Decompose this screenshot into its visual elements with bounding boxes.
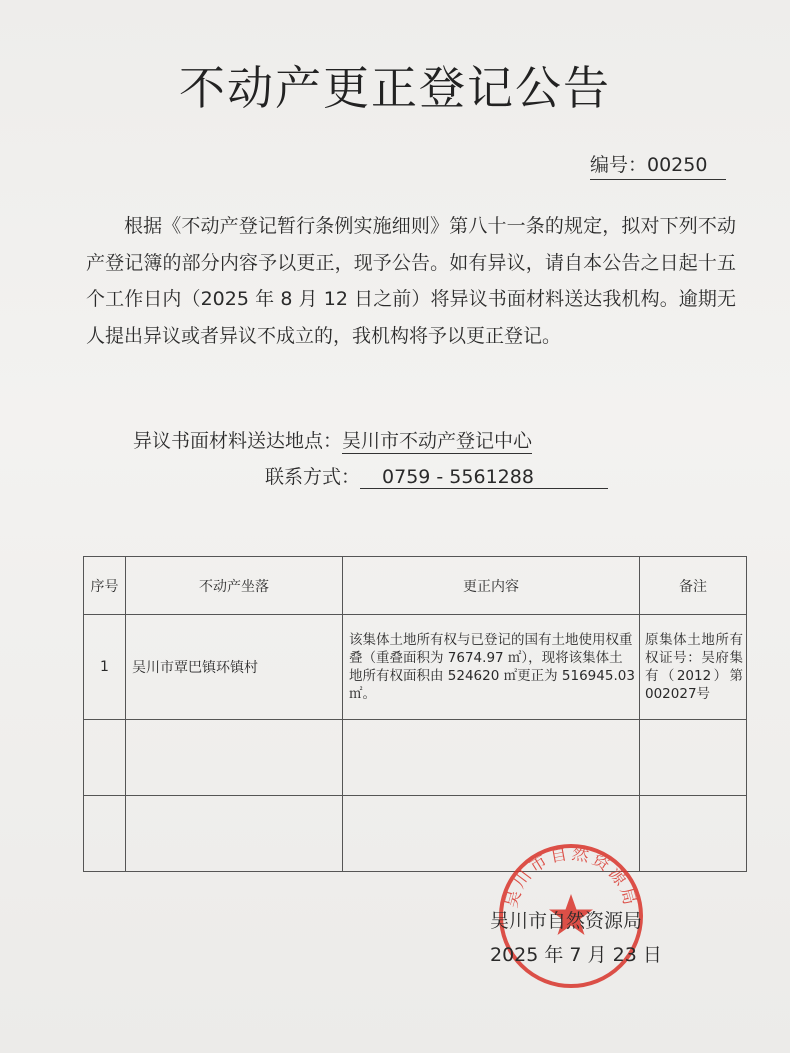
contact-line [265, 462, 608, 489]
address-line [133, 426, 532, 454]
document-title: 不动产更正登记公告 [179, 61, 611, 115]
table-header-row [84, 557, 747, 615]
row-no: 1 [84, 615, 126, 720]
table-row-empty [84, 720, 747, 796]
seal-text: 吴川市自然资源局 [501, 843, 641, 910]
contact-label: 联系方式： [265, 466, 361, 488]
table-row-empty [84, 796, 747, 872]
address-label: 异议书面材料送达地点： [133, 430, 343, 452]
correction-table [83, 556, 747, 872]
notice-paragraph: 根据《不动产登记暂行条例实施细则》第八十一条的规定，拟对下列不动产登记簿的部分内容予以更正，现予公告。如有异议，请自本公告之日起十五个工作日内（2025 年 8 月 12 日之前）将异议书面材料送达我机构。逾期无人提出异议或者异议不成立的，我机构将予以更正登记。 [86, 215, 736, 347]
header-note: 备注 [640, 557, 747, 615]
row-content: 该集体土地所有权与已登记的国有土地使用权重叠（重叠面积为 7674.97 ㎡），现将该集体土地所有权面积由 524620 ㎡更正为 516945.03 ㎡。 [343, 615, 640, 720]
row-location: 吴川市覃巴镇环镇村 [126, 615, 343, 720]
header-location: 不动产坐落 [126, 557, 343, 615]
issue-date: 2025 年 7 月 23 日 [490, 944, 662, 966]
issuing-agency: 吴川市自然资源局 [490, 910, 643, 932]
header-no: 序号 [84, 557, 126, 615]
document-number: 编号：00250 [590, 150, 726, 180]
contact-value: 0759 - 5561288 [360, 466, 608, 489]
address-value: 吴川市不动产登记中心 [342, 426, 532, 454]
row-note: 原集体土地所有权证号：吴府集有（2012）第002027号 [640, 615, 747, 720]
table-row [84, 615, 747, 720]
header-content: 更正内容 [343, 557, 640, 615]
